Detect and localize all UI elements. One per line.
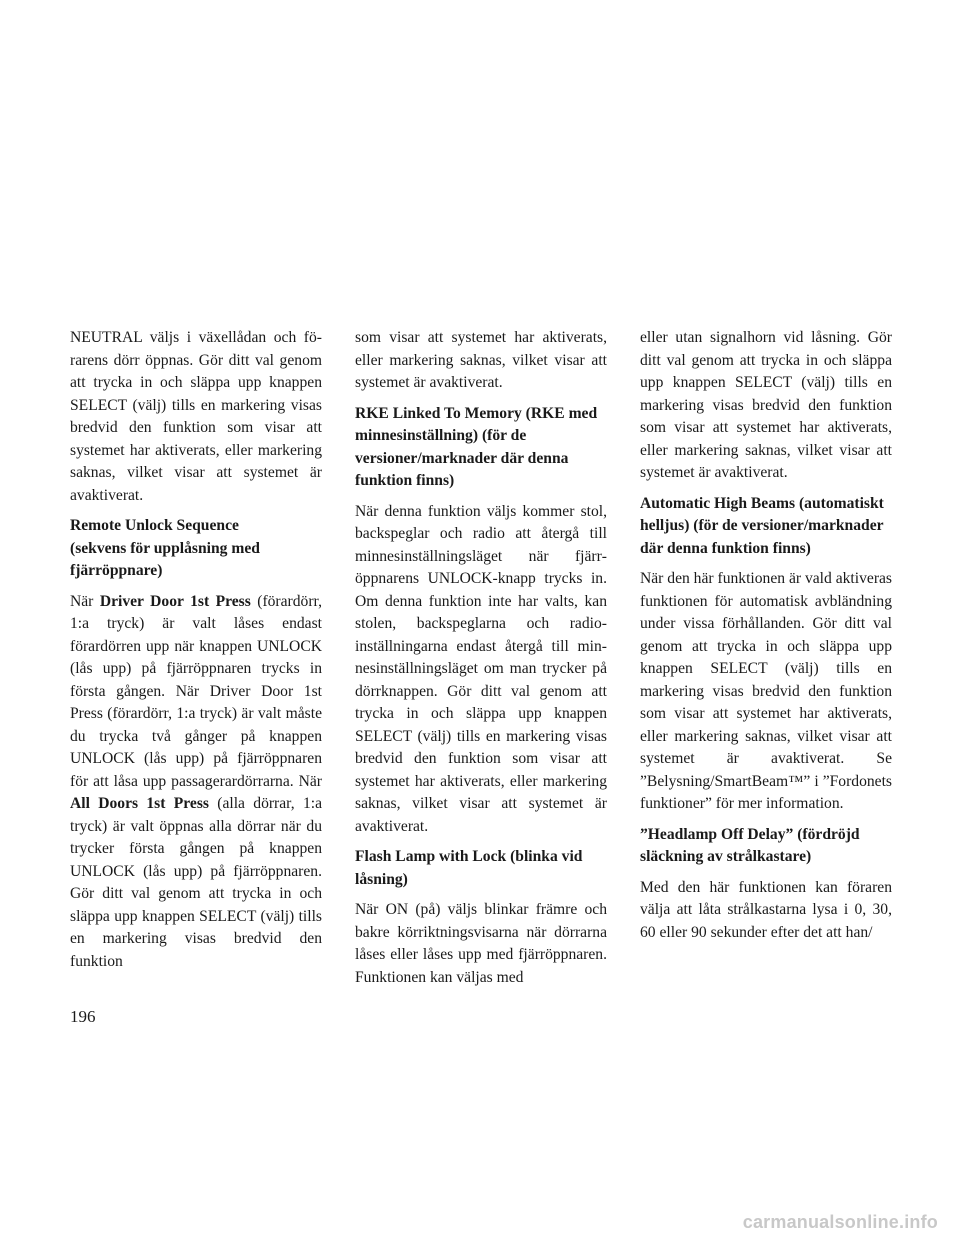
paragraph: När ON (på) väljs blinkar främre och bakre körriktningsvisarna när dörrarna låses eller låses upp med fjärröppnaren. Funktionen kan väljas med <box>355 901 607 986</box>
option-name: Driver Door 1st Press <box>99 592 251 610</box>
watermark: carmanualsonline.info <box>742 1212 938 1232</box>
heading-subtitle: (sekvens för upplåsning med fjärröppnare) <box>70 539 260 579</box>
paragraph: eller utan signalhorn vid låsning. Gör ditt val genom att trycka in och släppa upp knappen SELECT (välj) tills en markering visas bredvid den funktion som visar att systemet har aktiverats, eller markering saknas, vilket visar att systemet är avaktiverat. <box>640 329 892 481</box>
paragraph: När den här funktionen är vald aktiveras funktionen för automatisk avbländning under vissa förhållanden. Gör ditt val genom att trycka in och släppa upp knappen SELECT (välj) tills en markering visas bredvid den funktion som visar att systemet har aktiverats, eller markering saknas, vilket visar att systemet är avaktiverat. Se ”Belysning/SmartBeam™” i ”Fordonets funktioner” för mer information. <box>640 570 892 812</box>
heading-title: Remote Unlock Sequence <box>70 517 239 534</box>
section-heading-remote-unlock <box>70 515 322 583</box>
section-heading-rke-memory: RKE Linked To Memory (RKE med minnesinställning) (för de versioner/marknader där denna funktion finns) <box>355 404 598 489</box>
text-run: När <box>70 592 100 610</box>
paragraph: som visar att systemet har aktiverats, eller markering saknas, vilket visar att systemet är avaktiverat. <box>355 329 607 391</box>
section-heading-automatic-high-beams: Automatic High Beams (automatiskt helljus) (för de versioner/marknader där denna funktion finns) <box>640 494 884 557</box>
text-column-1 <box>70 327 322 981</box>
text-run: (alla dörrar, 1:a tryck) är valt öppnas alla dörrar när du trycker första gången på knappen UNLOCK (lås upp) på fjärröppnaren. Gör ditt val genom att trycka in och släppa upp knappen SELECT (välj) tills en markering visas bredvid den funktion <box>70 795 322 970</box>
text-column-2 <box>355 327 607 997</box>
paragraph: Med den här funktionen kan föraren välja att låta strålkastarna lysa i 0, 30, 60 eller 90 sekunder efter det att han/ <box>640 878 892 941</box>
paragraph: NEUTRAL väljs i växellådan och förarens dörr öppnas. Gör ditt val genom att trycka in och släppa upp knappen SELECT (välj) tills en markering visas bredvid den funktion som visar att systemet har aktiverats, eller markering saknas, vilket visar att systemet är avaktiverat. <box>70 329 322 504</box>
section-heading-flash-lamp: Flash Lamp with Lock (blinka vid låsning) <box>355 848 583 888</box>
text-column-3 <box>640 327 892 952</box>
paragraph <box>70 591 322 974</box>
section-heading-headlamp-off-delay: ”Headlamp Off Delay” (fördröjd släckning av strålkastare) <box>640 825 860 865</box>
option-name: All Doors 1st Press <box>70 795 209 812</box>
text-run: (förardörr, 1:a tryck) är valt låses endast förardörren upp när knappen UNLOCK (lås upp) på fjärröppnaren trycks in första gången. När Driver Door 1st Press (förardörr, 1:a tryck) är valt måste du trycka två gånger på knappen UNLOCK (lås upp) på fjärröppnaren för att låsa upp passagerardörrarna. När <box>70 592 322 790</box>
paragraph: När denna funktion väljs kommer stol, backspeglar och radio att återgå till minnesinställningsläget när fjärröppnarens UNLOCK-knapp trycks in. Om denna funktion inte har valts, kan stolen, backspeglarna och radioinställningarna endast återgå till minnesinställningsläget om man trycker på dörrknappen. Gör ditt val genom att trycka in och släppa upp knappen SELECT (välj) tills en markering visas bredvid den funktion som visar att systemet har aktiverats, eller markering saknas, vilket visar att systemet är avaktiverat. <box>355 502 607 835</box>
page-number: 196 <box>70 1007 96 1026</box>
